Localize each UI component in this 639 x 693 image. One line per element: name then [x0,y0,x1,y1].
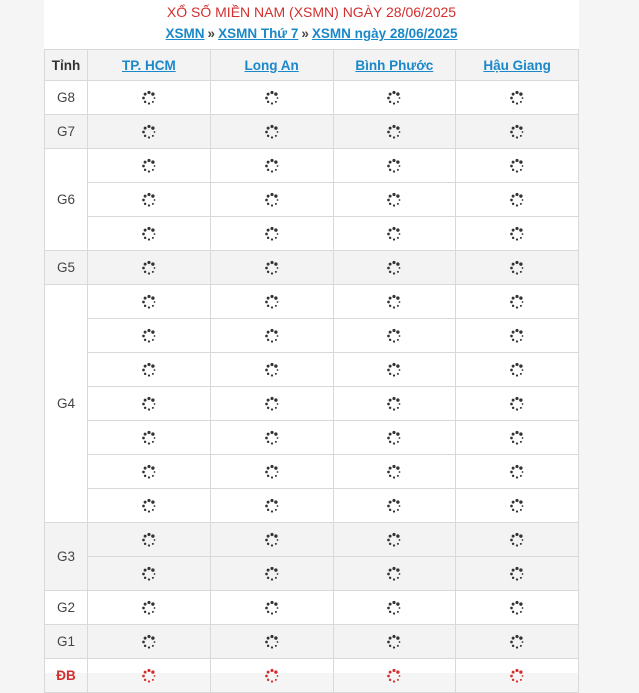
breadcrumb-link-xsmn-date[interactable]: XSMN ngày 28/06/2025 [311,26,458,41]
result-cell [88,81,211,115]
result-cell [456,557,579,591]
breadcrumb [44,24,579,46]
prize-label: G4 [45,285,88,523]
table-row [45,489,579,523]
result-cell [88,625,211,659]
result-cell [210,217,333,251]
result-cell [456,149,579,183]
loading-spinner-icon [386,294,402,310]
prize-label: G3 [45,523,88,591]
loading-spinner-icon [386,600,402,616]
loading-spinner-icon [264,260,280,276]
table-row [45,285,579,319]
province-link-long-an[interactable]: Long An [244,57,299,73]
table-row [45,523,579,557]
result-cell [333,591,456,625]
table-row [45,387,579,421]
result-cell [333,217,456,251]
result-cell [210,523,333,557]
loading-spinner-icon [264,532,280,548]
result-cell [456,625,579,659]
result-cell [456,183,579,217]
loading-spinner-icon [264,396,280,412]
loading-spinner-icon [141,532,157,548]
result-cell [333,81,456,115]
loading-spinner-icon [264,192,280,208]
table-row [45,455,579,489]
result-cell [456,659,579,693]
province-link-hau-giang[interactable]: Hậu Giang [483,57,551,73]
loading-spinner-icon [141,396,157,412]
result-cell [456,115,579,149]
loading-spinner-icon [509,328,525,344]
loading-spinner-icon [264,668,280,684]
prize-label: G8 [45,81,88,115]
loading-spinner-icon [386,192,402,208]
breadcrumb-separator: » [207,26,216,41]
result-cell [88,183,211,217]
loading-spinner-icon [141,90,157,106]
result-cell [333,455,456,489]
prize-label: G5 [45,251,88,285]
loading-spinner-icon [264,226,280,242]
loading-spinner-icon [386,396,402,412]
result-cell [456,591,579,625]
province-link-binh-phuoc[interactable]: Bình Phước [355,57,434,73]
loading-spinner-icon [141,294,157,310]
result-cell [333,523,456,557]
loading-spinner-icon [386,566,402,582]
loading-spinner-icon [386,464,402,480]
loading-spinner-icon [509,600,525,616]
result-cell [333,183,456,217]
loading-spinner-icon [386,362,402,378]
result-cell [456,353,579,387]
province-header [210,50,333,81]
province-column-header: Tỉnh [45,50,88,81]
loading-spinner-icon [509,668,525,684]
result-cell [456,455,579,489]
loading-spinner-icon [141,260,157,276]
result-cell [333,319,456,353]
table-row [45,251,579,285]
result-cell [88,489,211,523]
result-cell [88,319,211,353]
results-panel [44,0,579,683]
result-cell [333,285,456,319]
result-cell [210,489,333,523]
result-cell [88,285,211,319]
loading-spinner-icon [386,226,402,242]
table-row [45,591,579,625]
loading-spinner-icon [386,158,402,174]
loading-spinner-icon [264,362,280,378]
result-cell [456,489,579,523]
loading-spinner-icon [509,226,525,242]
prize-label: G6 [45,149,88,251]
loading-spinner-icon [264,328,280,344]
result-cell [88,217,211,251]
loading-spinner-icon [386,124,402,140]
loading-spinner-icon [509,260,525,276]
loading-spinner-icon [386,430,402,446]
table-row [45,319,579,353]
loading-spinner-icon [386,90,402,106]
result-cell [210,387,333,421]
result-cell [88,659,211,693]
loading-spinner-icon [141,158,157,174]
result-cell [333,659,456,693]
result-cell [333,149,456,183]
loading-spinner-icon [264,158,280,174]
result-cell [210,319,333,353]
loading-spinner-icon [509,634,525,650]
result-cell [456,319,579,353]
table-row [45,115,579,149]
result-cell [333,625,456,659]
loading-spinner-icon [264,124,280,140]
province-link-tp-hcm[interactable]: TP. HCM [121,57,176,73]
loading-spinner-icon [264,90,280,106]
prize-label: G7 [45,115,88,149]
loading-spinner-icon [141,328,157,344]
page-title: XỔ SỐ MIỀN NAM (XSMN) NGÀY 28/06/2025 [166,4,457,20]
result-cell [456,81,579,115]
result-cell [210,591,333,625]
loading-spinner-icon [509,498,525,514]
loading-spinner-icon [509,362,525,378]
result-cell [88,149,211,183]
loading-spinner-icon [264,464,280,480]
loading-spinner-icon [509,124,525,140]
prize-label: ĐB [45,659,88,693]
result-cell [88,251,211,285]
loading-spinner-icon [509,532,525,548]
result-cell [333,489,456,523]
result-cell [210,353,333,387]
result-cell [88,421,211,455]
loading-spinner-icon [141,226,157,242]
loading-spinner-icon [141,566,157,582]
result-cell [210,149,333,183]
result-cell [210,455,333,489]
loading-spinner-icon [141,124,157,140]
loading-spinner-icon [386,668,402,684]
breadcrumb-link-xsmn[interactable]: XSMN [165,26,205,41]
results-body [45,81,579,693]
result-cell [456,387,579,421]
loading-spinner-icon [141,600,157,616]
result-cell [456,285,579,319]
prize-label: G2 [45,591,88,625]
result-cell [88,115,211,149]
result-cell [456,217,579,251]
table-row [45,659,579,693]
loading-spinner-icon [141,430,157,446]
result-cell [210,659,333,693]
loading-spinner-icon [386,498,402,514]
result-cell [210,285,333,319]
table-row [45,149,579,183]
lottery-results-table [44,49,579,693]
province-header [333,50,456,81]
loading-spinner-icon [141,668,157,684]
province-header [456,50,579,81]
result-cell [333,353,456,387]
result-cell [210,625,333,659]
loading-spinner-icon [264,634,280,650]
loading-spinner-icon [386,634,402,650]
table-row [45,81,579,115]
result-cell [456,421,579,455]
loading-spinner-icon [386,532,402,548]
loading-spinner-icon [509,396,525,412]
table-row [45,183,579,217]
loading-spinner-icon [141,498,157,514]
result-cell [210,557,333,591]
result-cell [333,251,456,285]
result-cell [210,81,333,115]
result-cell [88,455,211,489]
loading-spinner-icon [509,566,525,582]
result-cell [88,557,211,591]
result-cell [88,591,211,625]
loading-spinner-icon [509,430,525,446]
result-cell [210,183,333,217]
result-cell [333,115,456,149]
loading-spinner-icon [264,600,280,616]
result-cell [333,421,456,455]
breadcrumb-link-xsmn-thu-7[interactable]: XSMN Thứ 7 [218,26,299,41]
loading-spinner-icon [141,192,157,208]
result-cell [88,353,211,387]
table-row [45,625,579,659]
result-cell [210,115,333,149]
breadcrumb-separator: » [301,26,309,41]
province-header [88,50,211,81]
loading-spinner-icon [386,260,402,276]
result-cell [210,251,333,285]
prize-label: G1 [45,625,88,659]
loading-spinner-icon [509,158,525,174]
loading-spinner-icon [509,90,525,106]
loading-spinner-icon [141,362,157,378]
loading-spinner-icon [141,464,157,480]
loading-spinner-icon [264,566,280,582]
result-cell [88,387,211,421]
result-cell [88,523,211,557]
loading-spinner-icon [509,464,525,480]
table-row [45,557,579,591]
table-row [45,217,579,251]
loading-spinner-icon [264,430,280,446]
loading-spinner-icon [386,328,402,344]
result-cell [456,251,579,285]
loading-spinner-icon [509,294,525,310]
table-row [45,353,579,387]
loading-spinner-icon [264,498,280,514]
loading-spinner-icon [141,634,157,650]
result-cell [333,557,456,591]
result-cell [456,523,579,557]
table-row [45,421,579,455]
result-cell [333,387,456,421]
result-cell [210,421,333,455]
loading-spinner-icon [264,294,280,310]
loading-spinner-icon [509,192,525,208]
